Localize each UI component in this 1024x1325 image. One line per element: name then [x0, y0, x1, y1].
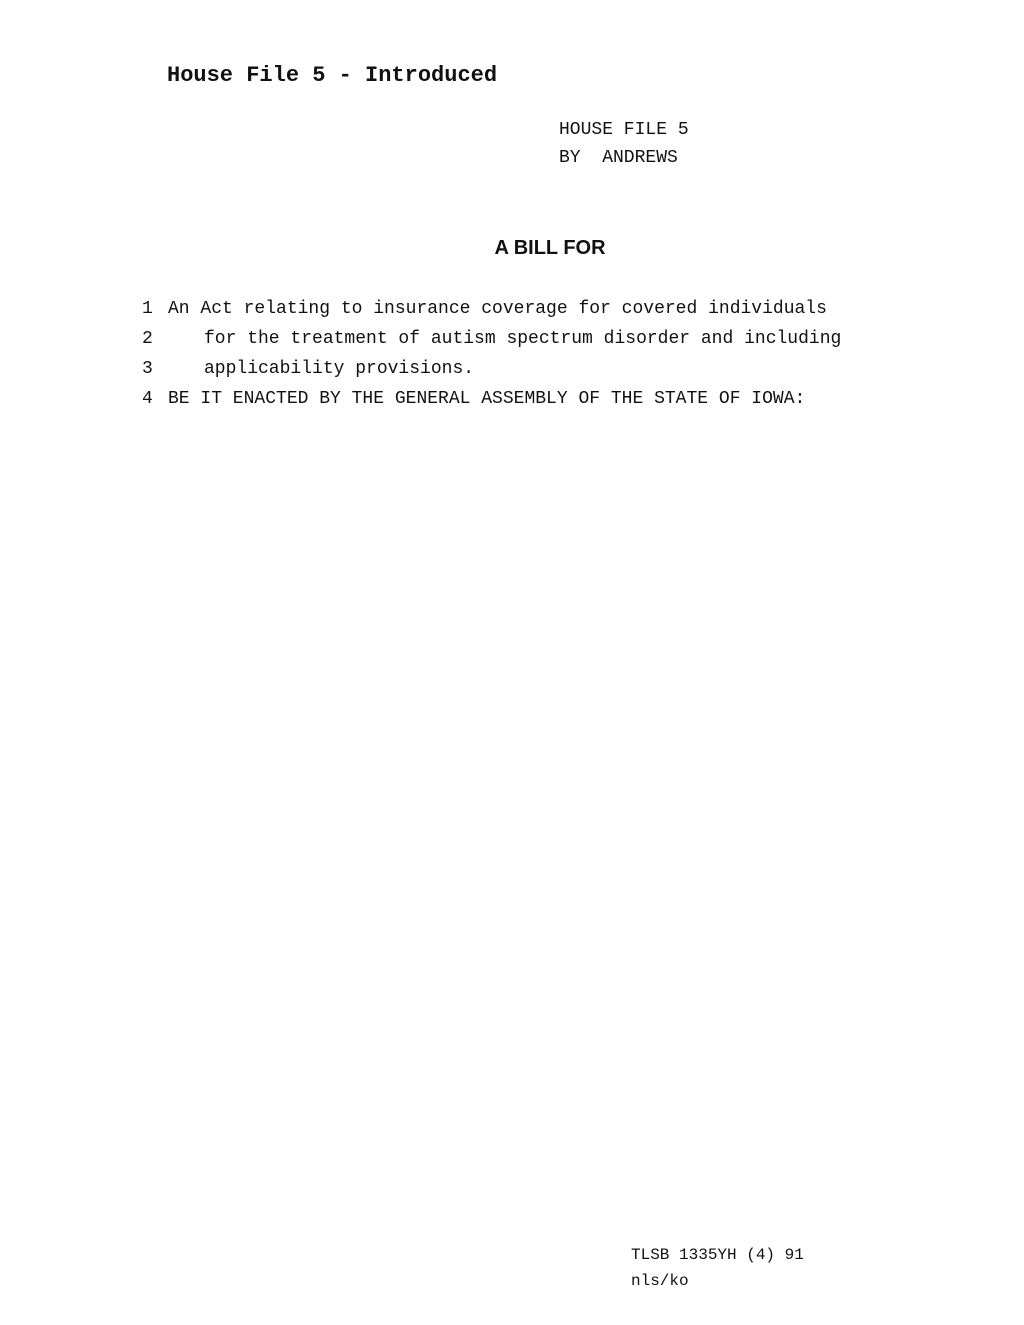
line-number: 4 [142, 389, 153, 409]
footer-code: TLSB 1335YH (4) 91 [631, 1246, 804, 1264]
bill-heading: A BILL FOR [494, 237, 606, 259]
bill-author: BY ANDREWS [559, 148, 678, 168]
bill-number: HOUSE FILE 5 [559, 120, 689, 140]
footer-initials: nls/ko [631, 1272, 689, 1290]
line-number: 2 [142, 329, 153, 349]
document-title: House File 5 - Introduced [167, 63, 498, 88]
line-text: An Act relating to insurance coverage for covered individuals [168, 299, 827, 319]
line-number: 3 [142, 359, 153, 379]
line-text: BE IT ENACTED BY THE GENERAL ASSEMBLY OF THE STATE OF IOWA: [168, 389, 806, 409]
line-number: 1 [142, 299, 153, 319]
line-text: applicability provisions. [204, 359, 475, 379]
line-text: for the treatment of autism spectrum disorder and including [204, 329, 842, 349]
